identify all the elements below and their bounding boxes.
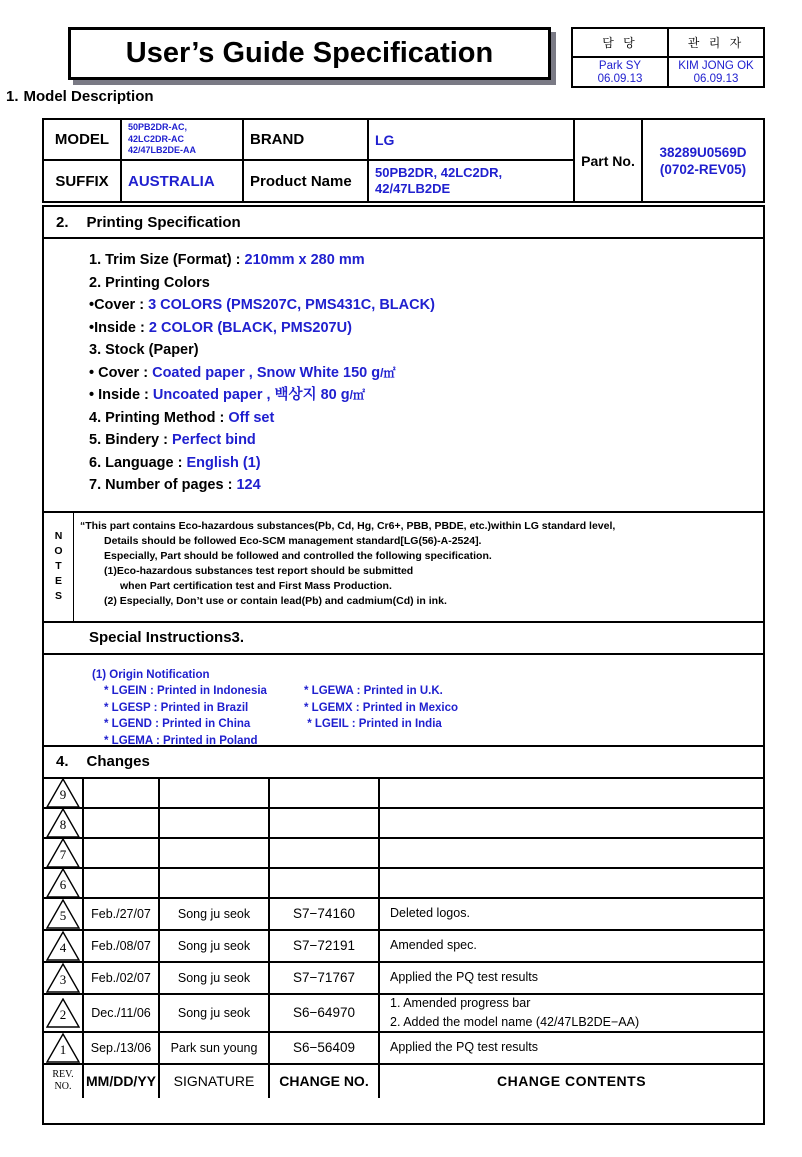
revision-triangle-icon [46, 931, 80, 961]
notes-line: (1)Eco-hazardous substances test report should be submitted [104, 564, 414, 577]
change-signature-cell: Song ju seok [160, 931, 270, 961]
change-contents-cell [380, 869, 763, 897]
model-table-row-suffix [44, 161, 575, 201]
revision-triangle-icon [46, 838, 80, 868]
table-row [44, 995, 763, 1033]
revision-triangle-icon [46, 1033, 80, 1063]
change-contents-cell [380, 779, 763, 807]
product-name-label-cell: Product Name [244, 161, 369, 201]
model-description-table [42, 118, 765, 203]
title-box [68, 27, 551, 80]
change-contents-cell [380, 899, 763, 929]
print-spec-value: Perfect bind [172, 432, 256, 448]
changes-table-footer-header [44, 1065, 763, 1098]
main-specification-frame [42, 205, 765, 1125]
model-label-cell: MODEL [44, 120, 122, 159]
revision-number: 1 [59, 1041, 67, 1057]
approval-column-charge [573, 29, 669, 86]
notes-line: “This part contains Eco-hazardous substances(Pb, Cd, Hg, Cr6+, PBB, PBDE, etc.)within LG standard level, [80, 519, 616, 532]
notes-label-char: O [54, 545, 63, 557]
part-no-label: Part No. [575, 120, 643, 201]
rev-no-header [44, 1065, 84, 1098]
print-spec-label: 7. Number of pages : [89, 477, 237, 493]
change-contents-line: 1. Amended progress bar [390, 995, 531, 1010]
revision-number-cell [44, 1033, 84, 1063]
print-spec-label: 2. Printing Colors [89, 274, 210, 291]
table-row [44, 931, 763, 963]
approval-name-charge: Park SY [598, 60, 642, 72]
notes-label-char: S [54, 590, 62, 602]
section4-title: Changes [86, 753, 150, 770]
print-spec-label: 5. Bindery : [89, 432, 172, 448]
print-spec-label: 4. Printing Method : [89, 409, 229, 426]
revision-triangle-icon [46, 868, 80, 898]
section1-number: 1. [6, 88, 19, 105]
print-spec-line [89, 452, 763, 475]
print-spec-value: 3 COLORS (PMS207C, PMS431C, BLACK) [148, 297, 435, 313]
change-contents-line: 2. Added the model name (42/47LB2DE−AA) [390, 1014, 640, 1029]
change-signature-cell [160, 809, 270, 837]
notes-row [44, 513, 763, 623]
product-name-line-2: 42/47LB2DE [375, 181, 451, 196]
product-name-value-cell [369, 161, 575, 201]
date-header: MM/DD/YY [84, 1065, 160, 1098]
special-instructions-title: Special Instructions3. [89, 629, 245, 646]
origin-row [92, 700, 763, 717]
print-spec-unit: /㎡ [349, 388, 365, 402]
change-no-header: CHANGE NO. [270, 1065, 380, 1098]
print-spec-line [89, 249, 763, 272]
approval-value-charge [573, 58, 667, 86]
revision-number-cell [44, 839, 84, 867]
approval-date-manager: 06.09.13 [693, 73, 739, 85]
section4-heading [44, 747, 763, 779]
model-codes [128, 122, 196, 157]
change-date-cell [84, 779, 160, 807]
page-title: User’s Guide Specification [125, 37, 494, 69]
section1-title: Model Description [23, 88, 154, 105]
changes-table [44, 779, 763, 1098]
revision-number: 9 [59, 786, 67, 802]
revision-number-cell [44, 963, 84, 993]
origin-notification-heading: (1) Origin Notification [92, 668, 210, 681]
notes-label [44, 513, 74, 621]
part-no-value [643, 120, 763, 201]
print-spec-label: •Cover : [89, 297, 149, 313]
approval-header-charge: 담 당 [573, 29, 667, 58]
part-no-line-2: (0702-REV05) [659, 161, 747, 177]
origin-left: * LGEND : Printed in China [104, 718, 251, 730]
product-name-line-1: 50PB2DR, 42LC2DR, [375, 165, 503, 180]
model-table-left [44, 120, 575, 201]
origin-left: * LGESP : Printed in Brazil [104, 701, 249, 714]
change-date-cell: Feb./02/07 [84, 963, 160, 993]
change-contents-header: CHANGE CONTENTS [496, 1073, 647, 1089]
table-row [44, 779, 763, 809]
origin-right: * LGEIL : Printed in India [304, 718, 442, 730]
change-signature-cell [160, 869, 270, 897]
change-signature-cell: Park sun young [160, 1033, 270, 1063]
section2-number: 2. [56, 213, 69, 231]
origin-row [92, 716, 763, 733]
change-date-cell: Sep./13/06 [84, 1033, 160, 1063]
brand-label-cell: BRAND [244, 120, 369, 159]
approval-signature-box [571, 27, 765, 88]
print-spec-value: 210mm x 280 mm [244, 252, 365, 268]
suffix-value-cell [122, 161, 244, 201]
model-code-line-3: 42/47LB2DE-AA [128, 145, 197, 156]
notes-label-char: E [54, 575, 62, 587]
title-box-inner [70, 29, 549, 78]
approval-date-charge: 06.09.13 [597, 73, 643, 85]
print-spec-value: Uncoated paper , 백상지 80 g [152, 387, 350, 403]
revision-triangle-icon [46, 963, 80, 993]
revision-triangle-icon [46, 808, 80, 838]
change-contents-cell [380, 995, 763, 1031]
revision-number-cell [44, 931, 84, 961]
print-spec-label: • Inside : [89, 387, 153, 403]
approval-header-manager: 관 리 자 [669, 29, 763, 58]
special-instructions-heading [44, 623, 763, 655]
change-contents-lines [390, 936, 477, 955]
part-no-line-1: 38289U0569D [659, 144, 747, 160]
model-table-row-model [44, 120, 575, 161]
model-codes-cell [122, 120, 244, 159]
change-contents-lines [390, 968, 538, 987]
table-row [44, 1033, 763, 1065]
change-signature-cell: Song ju seok [160, 963, 270, 993]
revision-number: 3 [59, 971, 67, 987]
revision-number: 6 [59, 876, 67, 892]
revision-triangle-icon [46, 998, 80, 1028]
change-number-cell: S6−64970 [270, 995, 380, 1031]
revision-triangle-icon [46, 778, 80, 808]
document-title-block [68, 27, 551, 80]
print-spec-value: Coated paper , Snow White 150 g [152, 364, 381, 381]
revision-number: 7 [59, 846, 67, 862]
rev-no-header-line1: REV. [52, 1069, 74, 1080]
revision-number-cell [44, 779, 84, 807]
print-spec-unit: /㎡ [380, 365, 396, 380]
change-number-cell [270, 779, 380, 807]
origin-right: * LGEWA : Printed in U.K. [304, 685, 443, 697]
revision-number-cell [44, 899, 84, 929]
print-spec-line [89, 429, 763, 452]
section4-number: 4. [56, 753, 69, 770]
change-number-cell: S6−56409 [270, 1033, 380, 1063]
approval-name-manager: KIM JONG OK [678, 60, 754, 72]
signature-header: SIGNATURE [160, 1065, 270, 1098]
brand-value-cell [369, 120, 575, 159]
revision-number-cell [44, 809, 84, 837]
suffix-value: AUSTRALIA [128, 172, 215, 190]
table-row [44, 869, 763, 899]
notes-label-char: T [55, 560, 62, 572]
change-number-cell [270, 869, 380, 897]
product-name-value [375, 165, 502, 197]
revision-number: 4 [59, 939, 67, 955]
suffix-label-cell: SUFFIX [44, 161, 122, 201]
change-contents-line: Amended spec. [390, 938, 477, 952]
change-date-cell [84, 839, 160, 867]
section2-heading [44, 207, 763, 239]
change-contents-lines [390, 994, 639, 1032]
notes-line: when Part certification test and First Mass Production. [120, 579, 392, 592]
revision-number-cell [44, 869, 84, 897]
section2-title: Printing Specification [86, 213, 241, 231]
print-spec-label: 3. Stock (Paper) [89, 342, 199, 358]
print-spec-value: English (1) [186, 454, 261, 471]
print-spec-label: 1. Trim Size (Format) : [89, 252, 245, 268]
change-date-cell: Feb./08/07 [84, 931, 160, 961]
revision-number: 5 [59, 907, 67, 923]
model-code-line-2: 42LC2DR-AC [128, 133, 185, 144]
print-spec-value: 2 COLOR (BLACK, PMS207U) [148, 319, 352, 336]
special-instructions-body [44, 655, 763, 747]
print-spec-label: •Inside : [89, 319, 149, 336]
change-contents-line: Deleted logos. [390, 906, 470, 920]
print-spec-value: Off set [228, 409, 275, 426]
change-signature-cell: Song ju seok [160, 899, 270, 929]
part-no-block [575, 120, 763, 201]
revision-number: 8 [59, 816, 67, 832]
print-spec-label: • Cover : [89, 364, 153, 381]
brand-value: LG [375, 131, 395, 148]
change-contents-cell [380, 963, 763, 993]
change-signature-cell: Song ju seok [160, 995, 270, 1031]
print-spec-label: 6. Language : [89, 454, 187, 471]
print-spec-line [89, 339, 763, 362]
change-signature-cell [160, 839, 270, 867]
notes-line: Especially, Part should be followed and controlled the following specification. [104, 549, 492, 562]
approval-column-manager [669, 29, 763, 86]
approval-value-manager [669, 58, 763, 86]
change-contents-cell [380, 1033, 763, 1063]
change-date-cell: Feb./27/07 [84, 899, 160, 929]
notes-body [74, 513, 763, 621]
model-code-line-1: 50PB2DR-AC, [128, 122, 188, 133]
print-spec-line [89, 272, 763, 295]
table-row [44, 899, 763, 931]
print-spec-line [89, 362, 763, 385]
origin-left: * LGEIN : Printed in Indonesia [104, 685, 267, 697]
print-spec-line [89, 384, 763, 407]
change-number-cell [270, 809, 380, 837]
notes-label-char: N [54, 530, 63, 542]
table-row [44, 809, 763, 839]
change-date-cell [84, 869, 160, 897]
origin-right: * LGEMX : Printed in Mexico [304, 701, 458, 714]
table-row [44, 839, 763, 869]
change-contents-lines [390, 904, 470, 923]
change-contents-cell [380, 839, 763, 867]
table-row [44, 963, 763, 995]
change-date-cell: Dec./11/06 [84, 995, 160, 1031]
print-spec-line [89, 317, 763, 340]
change-number-cell [270, 839, 380, 867]
change-date-cell [84, 809, 160, 837]
section1-heading [6, 88, 154, 105]
change-number-cell: S7−74160 [270, 899, 380, 929]
notes-line: Details should be followed Eco-SCM management standard[LG(56)-A-2524]. [104, 534, 482, 547]
revision-number: 2 [59, 1006, 67, 1022]
change-contents-cell [380, 931, 763, 961]
change-contents-lines [390, 1038, 538, 1057]
print-spec-line [89, 474, 763, 497]
change-number-cell: S7−71767 [270, 963, 380, 993]
revision-triangle-icon [46, 899, 80, 929]
change-signature-cell [160, 779, 270, 807]
rev-no-header-line2: NO. [54, 1081, 72, 1092]
print-spec-value: 124 [236, 477, 261, 493]
change-contents-cell [380, 809, 763, 837]
printing-specification-body [44, 239, 763, 513]
revision-number-cell [44, 995, 84, 1031]
print-spec-line [89, 294, 763, 317]
change-contents-line: Applied the PQ test results [390, 1040, 538, 1054]
print-spec-line [89, 407, 763, 430]
origin-left: * LGEMA : Printed in Poland [104, 734, 258, 747]
change-number-cell: S7−72191 [270, 931, 380, 961]
origin-row [92, 683, 763, 700]
notes-line: (2) Especially, Don’t use or contain lead(Pb) and cadmium(Cd) in ink. [104, 594, 447, 607]
change-contents-line: Applied the PQ test results [390, 970, 538, 984]
